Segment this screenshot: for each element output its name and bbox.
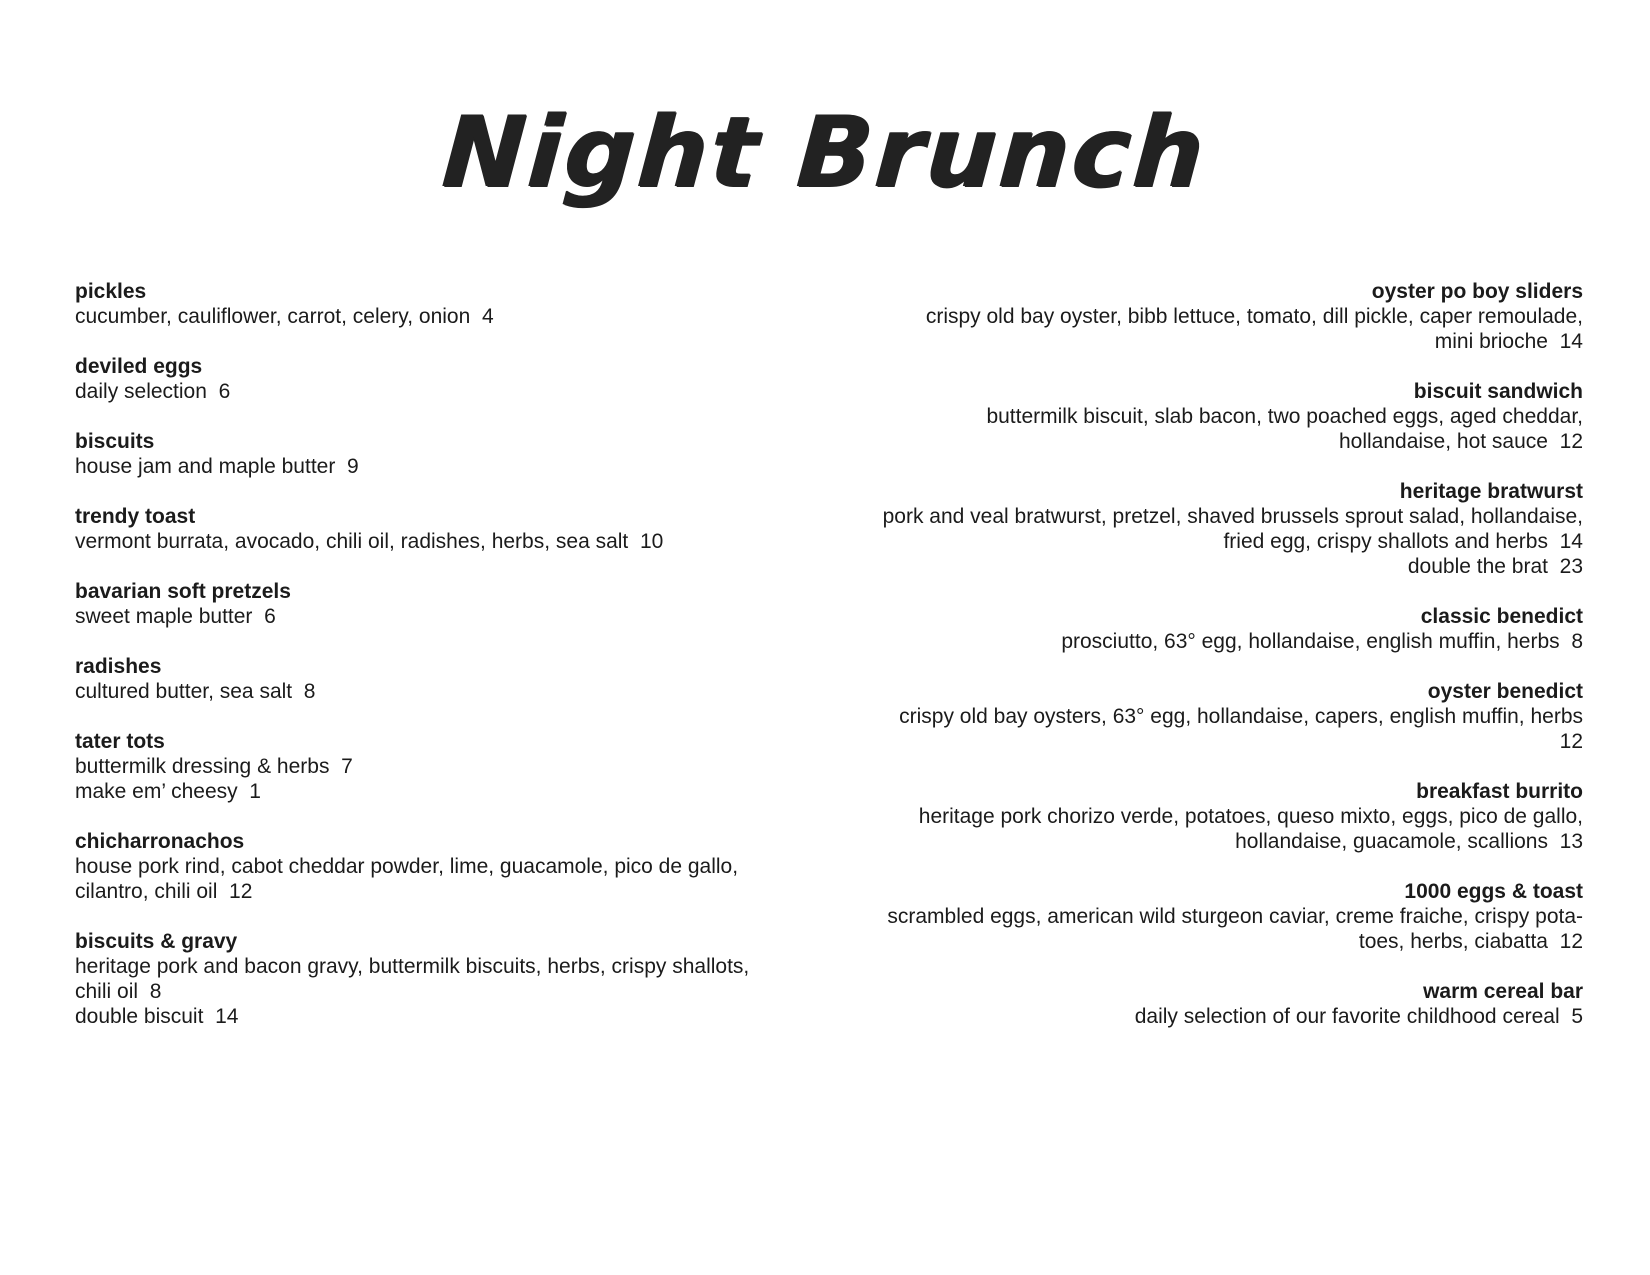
item-name: chicharronachos <box>75 830 245 853</box>
menu-item-radishes <box>75 654 775 704</box>
item-description: double the brat 23 <box>1407 555 1583 578</box>
item-description: mini brioche 14 <box>1434 330 1583 353</box>
item-description: 12 <box>1559 730 1583 753</box>
item-description: make em’ cheesy 1 <box>75 780 261 803</box>
item-description: heritage pork and bacon gravy, buttermilk biscuits, herbs, crispy shallots, <box>75 955 750 978</box>
item-name: warm cereal bar <box>1423 980 1583 1003</box>
item-description: house jam and maple butter 9 <box>75 455 359 478</box>
menu-item-bavarian-soft-pretzels <box>75 579 775 629</box>
item-name: bavarian soft pretzels <box>75 580 291 603</box>
item-description: prosciutto, 63° egg, hollandaise, english muffin, herbs 8 <box>1061 630 1583 653</box>
menu-item-oyster-benedict <box>835 679 1583 754</box>
item-description: pork and veal bratwurst, pretzel, shaved brussels sprout salad, hollandaise, <box>882 505 1583 528</box>
menu-item-heritage-bratwurst <box>835 479 1583 579</box>
menu-item-oyster-po-boy-sliders <box>835 279 1583 354</box>
item-name: biscuit sandwich <box>1413 380 1583 403</box>
menu-item-deviled-eggs <box>75 354 775 404</box>
item-description: house pork rind, cabot cheddar powder, lime, guacamole, pico de gallo, <box>75 855 739 878</box>
menu-item-biscuits-and-gravy <box>75 929 775 1029</box>
menu-title: Night Brunch <box>439 96 1211 210</box>
menu-item-tater-tots <box>75 729 775 804</box>
item-description: vermont burrata, avocado, chili oil, radishes, herbs, sea salt 10 <box>75 530 664 553</box>
item-name: classic benedict <box>1420 605 1583 628</box>
item-description: buttermilk biscuit, slab bacon, two poached eggs, aged cheddar, <box>986 405 1583 428</box>
item-name: heritage bratwurst <box>1399 480 1583 503</box>
menu-item-classic-benedict <box>835 604 1583 654</box>
right-menu-column <box>835 279 1583 1054</box>
item-description: heritage pork chorizo verde, potatoes, queso mixto, eggs, pico de gallo, <box>918 805 1583 828</box>
item-description: cilantro, chili oil 12 <box>75 880 253 903</box>
menu-item-biscuits <box>75 429 775 479</box>
menu-item-breakfast-burrito <box>835 779 1583 854</box>
menu-item-pickles <box>75 279 775 329</box>
menu-item-chicharronachos <box>75 829 775 904</box>
item-description: sweet maple butter 6 <box>75 605 276 628</box>
menu-item-warm-cereal-bar <box>835 979 1583 1029</box>
item-description: hollandaise, guacamole, scallions 13 <box>1235 830 1583 853</box>
item-description: hollandaise, hot sauce 12 <box>1338 430 1583 453</box>
item-description: scrambled eggs, american wild sturgeon caviar, creme fraiche, crispy pota- <box>887 905 1583 928</box>
item-description: crispy old bay oyster, bibb lettuce, tomato, dill pickle, caper remoulade, <box>925 305 1583 328</box>
item-description: fried egg, crispy shallots and herbs 14 <box>1223 530 1583 553</box>
item-description: buttermilk dressing & herbs 7 <box>75 755 353 778</box>
item-description: cultured butter, sea salt 8 <box>75 680 316 703</box>
menu-item-trendy-toast <box>75 504 775 554</box>
item-description: daily selection of our favorite childhood cereal 5 <box>1134 1005 1583 1028</box>
item-description: cucumber, cauliflower, carrot, celery, onion 4 <box>75 305 494 328</box>
item-name: oyster po boy sliders <box>1371 280 1583 303</box>
item-name: biscuits <box>75 430 155 453</box>
item-description: chili oil 8 <box>75 980 162 1003</box>
menu-item-biscuit-sandwich <box>835 379 1583 454</box>
item-name: radishes <box>75 655 162 678</box>
item-name: breakfast burrito <box>1416 780 1583 803</box>
item-name: trendy toast <box>75 505 196 528</box>
item-description: crispy old bay oysters, 63° egg, hollandaise, capers, english muffin, herbs <box>899 705 1583 728</box>
item-description: daily selection 6 <box>75 380 231 403</box>
left-menu-column <box>75 279 775 1054</box>
item-description: double biscuit 14 <box>75 1005 239 1028</box>
item-name: pickles <box>75 280 147 303</box>
item-name: oyster benedict <box>1427 680 1583 703</box>
item-name: biscuits & gravy <box>75 930 238 953</box>
item-description: toes, herbs, ciabatta 12 <box>1358 930 1583 953</box>
item-name: tater tots <box>75 730 165 753</box>
item-name: deviled eggs <box>75 355 203 378</box>
menu-item-1000-eggs-and-toast <box>835 879 1583 954</box>
item-name: 1000 eggs & toast <box>1404 880 1583 903</box>
